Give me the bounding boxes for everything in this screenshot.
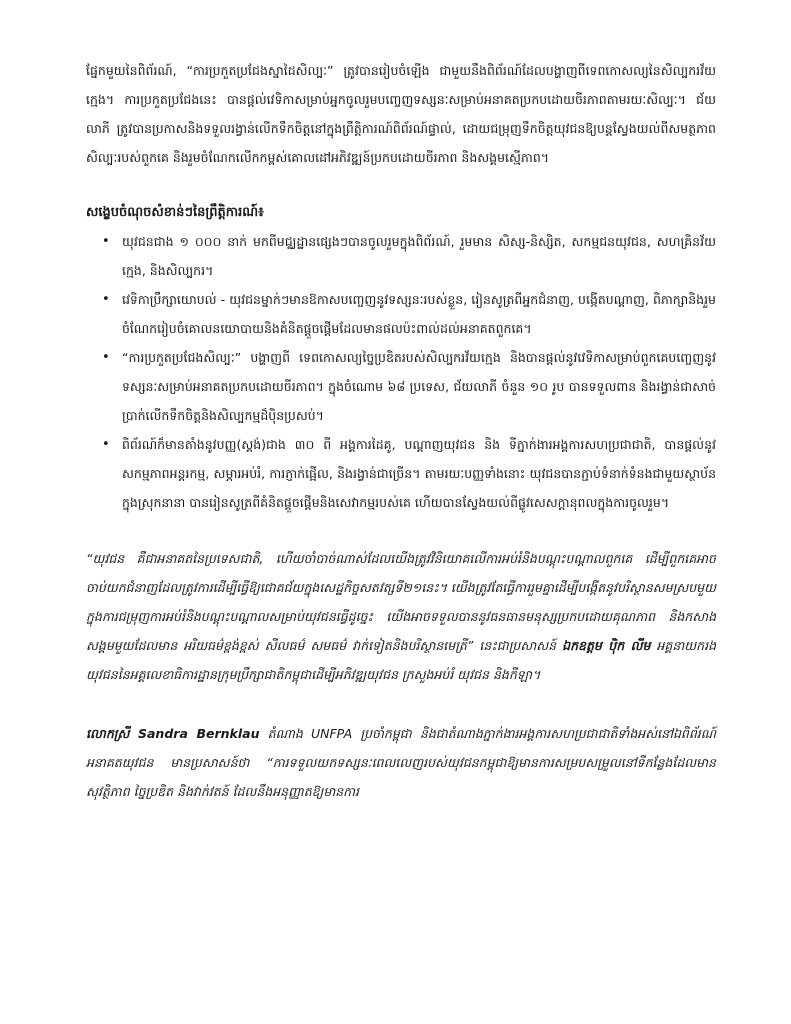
list-item: [102, 343, 716, 430]
statement-paragraph: [86, 719, 716, 806]
list-item: [102, 227, 716, 285]
highlights-list: [86, 227, 716, 517]
quote-paragraph: [86, 544, 716, 689]
list-item-text: “ការប្រកួតប្រជែងសិល្បៈ” បង្ហាញពី ទេពកោសល្យច្នៃប្រឌិតរបស់សិល្បករវ័យក្មេង និងបានផ្តល់នូវវេទិកាសម្រាប់ពួកគេបញ្ចេញនូវទស្សនៈសម្រាប់អនាគតប្រកបដោយចីរភាព។ ក្នុងចំណោម ៦៨ ប្រទេស, ជ័យលាភី ចំនួន ១០ រូប បានទទួលពាន និងរង្វាន់ជាសាច់ប្រាក់លើកទឹកចិត្តនិងសិល្បកម្មដ៏ប៉ិនប្រសប់។: [122, 350, 716, 423]
document-page: [86, 56, 716, 806]
bullet-icon: •: [102, 292, 110, 307]
statement-text: តំណាង UNFPA ប្រចាំកម្ពុជា និងជាតំណាងភ្នាក់ងារអង្គការសហប្រជាជាតិទាំងអស់នៅឯពិព័រណ៍អនាគតយុវជន មានប្រសាសន៍ថា “ការទទួលយកទស្សនៈពេលលេញរបស់យុវជនកម្ពុជាឱ្យមានការសម្របសម្រួលនៅទីកន្លែងដែលមានសុវត្ថិភាព ច្នៃប្រឌិត និងវាក់វតន៍ ដែលនឹងអនុញ្ញាតឱ្យមានការ: [86, 726, 716, 799]
highlights-heading: សង្ខេបចំណុចសំខាន់ៗនៃព្រឹត្តិការណ៍៖: [86, 205, 264, 220]
intro-paragraph: ផ្នែកមួយនៃពិព័រណ៍, “ការប្រកួតប្រជែងស្នាដៃសិល្បៈ” ត្រូវបានរៀបចំឡើង ជាមួយនឹងពិព័រណ៍ដែលបង្ហាញពីទេពកោសល្យនៃសិល្បករវ័យក្មេង។ ការប្រកួតប្រជែងនេះ បានផ្តល់វេទិកាសម្រាប់អ្នកចូលរួមបញ្ចេញទស្សនៈសម្រាប់អនាគតប្រកបដោយចីរភាពតាមរយៈសិល្បៈ។ ជ័យលាភី ត្រូវបានប្រកាសនិងទទួលរង្វាន់លើកទឹកចិត្តនៅក្នុងព្រឹត្តិការណ៍ពិព័រណ៍ផ្ទាល់, ដោយជម្រុញទឹកចិត្តយុវជនឱ្យបន្តស្វែងយល់ពីសមត្ថភាពសិល្បៈរបស់ពួកគេ និងរួមចំណែកលើកកម្ពស់គោលដៅអភិវឌ្ឍន៍ប្រកបដោយចីរភាព និងសង្គមស្មើភាព។: [86, 63, 716, 165]
quote-text: “យុវជន គឺជាអនាគតនៃប្រទេសជាតិ, ហើយចាំបាច់ណាស់ដែលយើងត្រូវវិនិយោគលើការអប់រំនិងបណ្ដុះបណ្ដាលពួកគេ ដើម្បីពួកគេអាចចាប់យកជំនាញដែលត្រូវការដើម្បីធ្វើឱ្យជោគជ័យក្នុងសេដ្ឋកិច្ចសតវត្សទី២១នេះ។ យើងត្រូវតែធ្វើការរួមគ្នាដើម្បីបង្កើតនូវបរិស្ថានសមស្របមួយក្នុងការជម្រុញការអប់រំនិងបណ្ដុះបណ្ដាលសម្រាប់យុវជនធ្វើដូច្នេះ យើងអាចទទួលបាននូវធនធានមនុស្សប្រកបដោយគុណភាព និងកសាងសង្គមមួយដែលមាន អរិយធម៌ខ្ពង់ខ្ពស់ សីលធម៌ សមធម៌ វាក់ទៀតនិងបរិស្ថានមេត្រី” នេះជាប្រសាសន៍: [86, 551, 717, 653]
list-item: [102, 285, 716, 343]
bullet-icon: •: [102, 437, 110, 452]
quote-attribution: អគ្គនាយករងយុវជននៃអគ្គលេខាធិការដ្ឋានក្រុមប្រឹក្សាជាតិកម្ពុជាដើម្បីអភិវឌ្ឍយុវជន ក្រសួងអប់រំ យុវជន និងកីឡា។: [86, 638, 717, 682]
list-item-text: វេទិកាប្រឹក្សាយោបល់ - យុវជនម្នាក់ៗមានឱកាសបញ្ចេញនូវទស្សនៈរបស់ខ្លួន, រៀនសូត្រពីអ្នកជំនាញ, បង្កើតបណ្ដាញ, ពិភាក្សានិងរួមចំណែករៀបចំគោលនយោបាយនិងគំនិតផ្តួចផ្តើមដែលមានផលប៉ះពាល់ដល់អនាគតពួកគេ។: [122, 292, 716, 336]
list-item-text: យុវជនជាង ១ ០០០ នាក់ មកពីមជ្ឈដ្ឋានផ្សេងៗបានចូលរួមក្នុងពិព័រណ៍, រួមមាន សិស្ស-និស្សិត, សកម្មជនយុវជន, សហគ្រិនវ័យក្មេង, និងសិល្បករ។: [122, 234, 716, 278]
list-item: [102, 430, 716, 517]
statement-speaker: លោកស្រី Sandra Bernklau: [86, 726, 260, 741]
quote-speaker: ឯកឧត្ដម ប៉ិក លីម: [562, 638, 651, 653]
list-item-text: ពិព័រណ៍ក៏មានតាំងនូវបញ្ញ(ស្តង់)ជាង ៣០ ពី អង្គការដៃគូ, បណ្តាញយុវជន និង ទីភ្នាក់ងារអង្គការសហប្រជាជាតិ, បានផ្តល់នូវ សកម្មភាពអន្តរកម្ម, សម្ភារអប់រំ, ការភ្ញាក់ផ្អើល, និងរង្វាន់ជាច្រើន។ តាមរយៈបញ្ញទាំងនោះ យុវជនបានភ្ជាប់ទំនាក់ទំនងជាមួយស្ថាប័នក្នុងស្រុកនានា បានរៀនសូត្រពីគំនិតផ្តួចផ្តើមនិងសេវាកម្មរបស់គេ ហើយបានស្វែងយល់ពីផ្លូវសេសក្តានុពលក្នុងការចូលរួម។: [122, 437, 716, 510]
bullet-icon: •: [102, 350, 110, 365]
bullet-icon: •: [102, 234, 110, 249]
